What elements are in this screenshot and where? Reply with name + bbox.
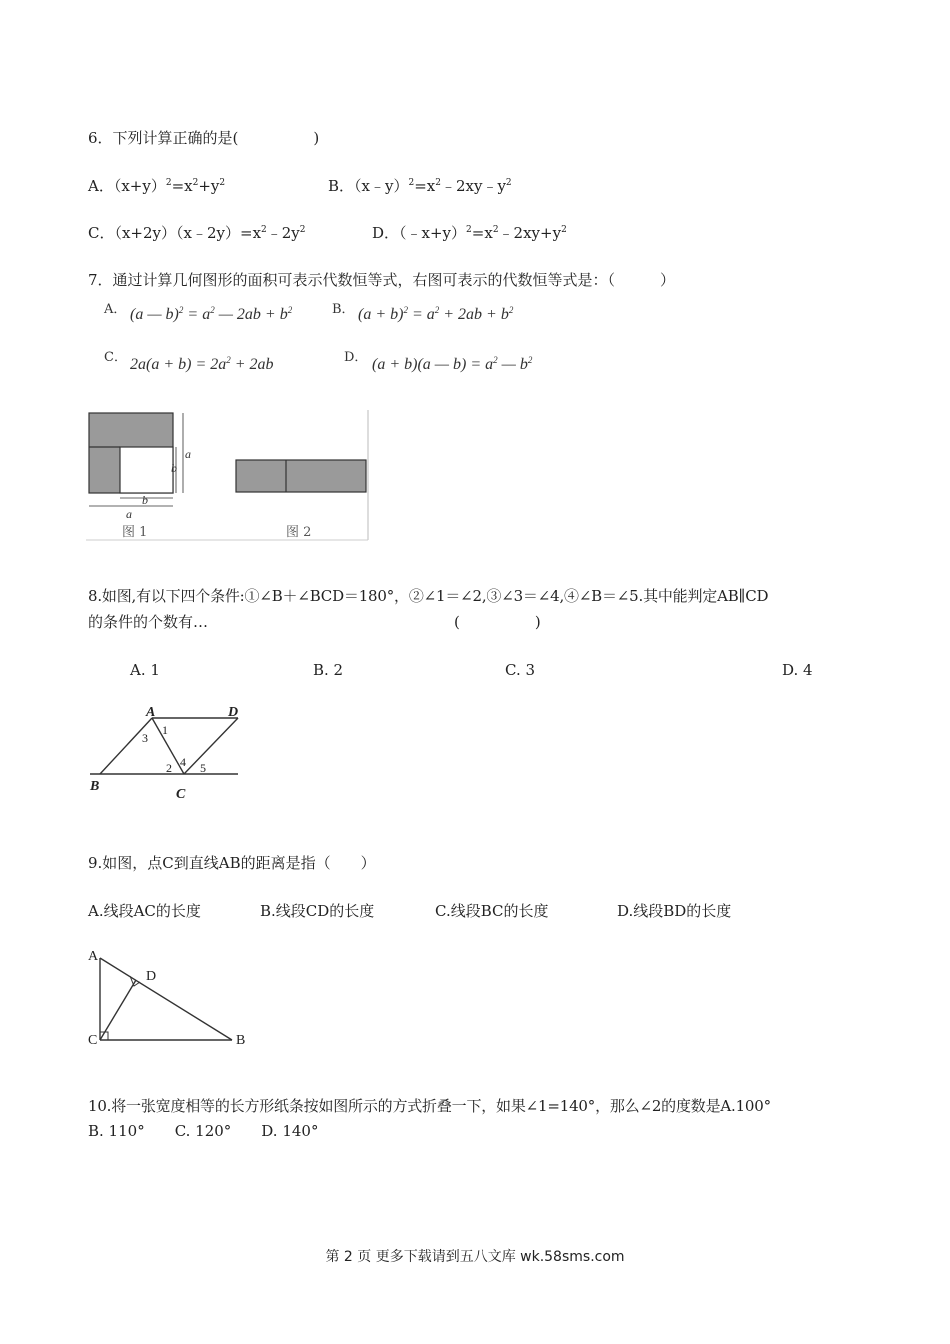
q8-segment-cd	[184, 718, 238, 774]
q7-stem: 7．通过计算几何图形的面积可表示代数恒等式，右图可表示的代数恒等式是：（ ）	[88, 271, 676, 289]
fig1-label-a-horizontal: a	[126, 507, 132, 521]
q6-stem: 6．下列计算正确的是( )	[88, 129, 320, 147]
q8-angle-4: 4	[180, 755, 186, 769]
q9-option-d: D.线段BD的长度	[617, 902, 732, 920]
q9-segment-cd	[100, 980, 136, 1040]
q9-label-a: A	[88, 949, 99, 964]
fig1-caption: 图 1	[122, 525, 148, 540]
q6-option-d: D．$(﹣x+y)^2=x^2﹣2xy+y^2$	[372, 224, 567, 242]
q6-option-b: B．$(x﹣y)^2=x^2﹣2xy﹣y^2$	[328, 177, 512, 195]
q8-label-c: C	[176, 787, 186, 802]
q7-option-a-expr: (a — $b)^2 = a^2$ — $2ab + b^2$	[130, 305, 293, 323]
q8-segment-ab	[100, 718, 152, 774]
q8-stem-line2: 的条件的个数有…	[88, 613, 209, 631]
q8-figure	[86, 700, 246, 806]
q10-line1: 10.将一张宽度相等的长方形纸条按如图所示的方式折叠一下，如果∠1=140°，那么∠2的度数是A.100°	[88, 1097, 771, 1115]
q8-angle-5: 5	[200, 761, 206, 775]
q7-option-c-label: C．	[104, 350, 127, 365]
q9-figure	[86, 944, 256, 1054]
q10-line2: B. 110° C. 120° D. 140°	[88, 1122, 319, 1140]
q7-option-d-expr: (a + b)(a — $b) = a^2$ — $b^2$	[372, 355, 533, 373]
q8-angle-2: 2	[166, 761, 172, 775]
fig1-inner-square	[120, 447, 173, 493]
q8-angle-1: 1	[162, 723, 168, 737]
q9-stem: 9.如图，点C到直线AB的距离是指（ ）	[88, 854, 376, 872]
q8-option-d: D. 4	[782, 661, 813, 679]
fig2-rectangle	[236, 460, 366, 492]
fig2-caption: 图 2	[286, 525, 312, 540]
q9-option-c: C.线段BC的长度	[435, 902, 549, 920]
q7-figure	[86, 410, 370, 544]
q8-label-d: D	[228, 705, 239, 720]
fig1-label-b-vertical: b	[171, 461, 177, 475]
q7-option-b-label: B．	[332, 302, 355, 317]
q7-option-a-label: A．	[104, 302, 127, 317]
q9-label-b: B	[236, 1033, 246, 1048]
q8-option-a: A. 1	[130, 661, 160, 679]
q9-option-b: B.线段CD的长度	[260, 902, 375, 920]
q9-segment-ab	[100, 958, 232, 1040]
q7-option-b-expr: $(a + b)^2 = a^2 + 2ab + b^2$	[358, 305, 514, 323]
fig1-label-b-horizontal: b	[142, 493, 148, 507]
q9-label-c: C	[88, 1033, 98, 1048]
q7-option-c-expr: $2a(a + b) = 2a^2 + 2ab$	[130, 355, 274, 373]
fig1-label-a-vertical: a	[185, 447, 191, 461]
q6-option-c: C．$(x+2y)(x﹣2y)=x^2﹣2y^2$	[88, 224, 306, 242]
q8-label-b: B	[90, 779, 100, 794]
q8-option-c: C. 3	[505, 661, 536, 679]
q6-option-a: A．$(x+y)^2=x^2+y^2$	[88, 177, 226, 195]
q7-option-d-label: D．	[344, 350, 368, 365]
q8-label-a: A	[146, 705, 156, 720]
q8-angle-3: 3	[142, 731, 148, 745]
page-footer: 第 2 页 更多下载请到五八文库 wk.58sms.com	[325, 1249, 625, 1265]
q9-label-d: D	[146, 969, 157, 984]
q9-option-a: A.线段AC的长度	[88, 902, 201, 920]
q8-answer-paren: ( )	[454, 613, 541, 631]
q8-stem-line1: 8.如图,有以下四个条件:①∠B＋∠BCD＝180°，②∠1＝∠2,③∠3＝∠4,④∠B＝∠5.其中能判定AB∥CD	[88, 587, 769, 605]
q8-option-b: B. 2	[313, 661, 344, 679]
